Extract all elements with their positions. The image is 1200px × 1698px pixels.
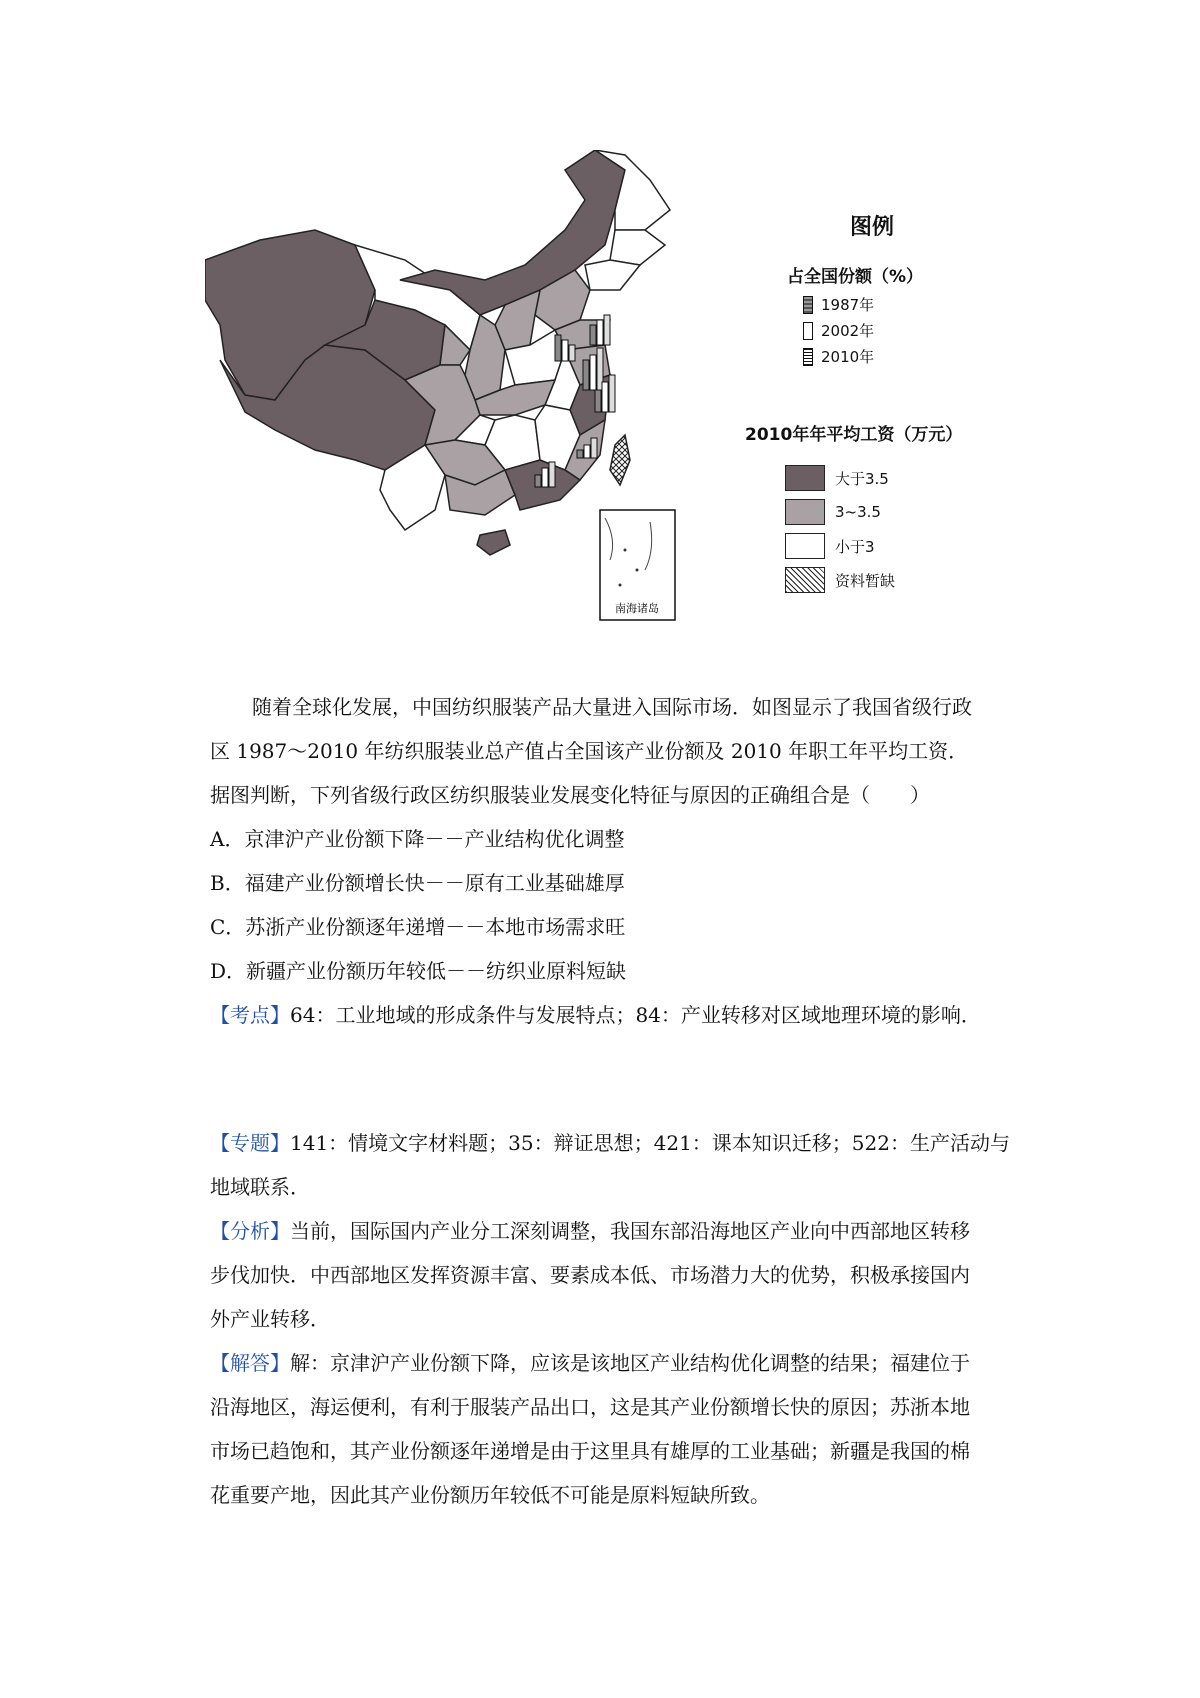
option-b: B．福建产业份额增长快－－原有工业基础雄厚 (210, 871, 625, 895)
kaodian-line (210, 1000, 1030, 1030)
map-figure (205, 150, 1025, 670)
region-taiwan (610, 435, 630, 485)
fenxi-line2: 步伐加快．中西部地区发挥资源丰富、要素成本低、市场潜力大的优势，积极承接国内 (210, 1263, 970, 1287)
white-bar-icon (803, 322, 813, 340)
legend-item-2002: 2002年 (803, 320, 874, 341)
jieda-tag: 【解答】 (210, 1351, 290, 1375)
wage-swatch-high (785, 465, 825, 491)
legend-item-1987: 1987年 (803, 294, 874, 315)
question-block (210, 692, 1030, 1030)
legend-title: 图例 (850, 215, 895, 240)
option-a: A．京津沪产业份额下降－－产业结构优化调整 (210, 827, 625, 851)
question-stem-line1: 随着全球化发展，中国纺织服装产品大量进入国际市场．如图显示了我国省级行政 (252, 695, 972, 719)
legend-wage-na: 资料暂缺 (785, 567, 895, 593)
jieda-line1: 解：京津沪产业份额下降，应该是该地区产业结构优化调整的结果；福建位于 (290, 1351, 970, 1375)
zhuanti-line1: 141：情境文字材料题；35：辩证思想；421：课本知识迁移；522：生产活动与 (290, 1131, 1010, 1155)
region-liaoning (585, 260, 640, 290)
dark-bar-icon (803, 296, 813, 314)
kaodian-tag: 【考点】 (210, 1003, 290, 1027)
zhuanti-line2: 地域联系． (210, 1175, 310, 1199)
wage-swatch-mid (785, 499, 825, 525)
legend-wage-title: 2010年年平均工资（万元） (745, 425, 963, 445)
inset-label: 南海诸岛 (615, 602, 659, 615)
jieda-line4: 花重要产地，因此其产业份额历年较低不可能是原料短缺所致。 (210, 1483, 770, 1507)
zhuanti-tag: 【专题】 (210, 1131, 290, 1155)
legend-wage-high: 大于3.5 (785, 465, 889, 491)
south-china-sea-inset (600, 510, 675, 620)
option-c: C．苏浙产业份额逐年递增－－本地市场需求旺 (210, 915, 626, 939)
china-map (205, 150, 765, 670)
wage-swatch-low (785, 533, 825, 559)
region-hainan (477, 530, 510, 555)
fenxi-line1: 当前，国际国内产业分工深刻调整，我国东部沿海地区产业向中西部地区转移 (290, 1219, 970, 1243)
lined-bar-icon (803, 348, 813, 366)
fenxi-tag: 【分析】 (210, 1219, 290, 1243)
kaodian-text: 64：工业地域的形成条件与发展特点；84：产业转移对区域地理环境的影响． (290, 1003, 981, 1027)
jieda-line3: 市场已趋饱和，其产业份额逐年递增是由于这里具有雄厚的工业基础；新疆是我国的棉 (210, 1439, 970, 1463)
legend-item-2010: 2010年 (803, 346, 874, 367)
fenxi-line3: 外产业转移． (210, 1307, 330, 1331)
legend-wage-mid: 3~3.5 (785, 499, 881, 525)
option-d: D．新疆产业份额历年较低－－纺织业原料短缺 (210, 959, 627, 983)
wage-swatch-hatched (785, 567, 825, 593)
zhuanti-block (210, 1128, 1030, 1510)
legend (745, 210, 1025, 590)
jieda-line2: 沿海地区，海运便利，有利于服装产品出口，这是其产业份额增长快的原因；苏浙本地 (210, 1395, 970, 1419)
legend-wage-low: 小于3 (785, 533, 875, 559)
region-jilin (610, 230, 665, 265)
question-stem-line2: 区 1987～2010 年纺织服装业总产值占全国该产业份额及 2010 年职工年平均工资． (210, 739, 969, 763)
legend-share-title: 占全国份额（%） (787, 267, 924, 287)
question-stem-line3: 据图判断，下列省级行政区纺织服装业发展变化特征与原因的正确组合是（ ） (210, 783, 930, 807)
